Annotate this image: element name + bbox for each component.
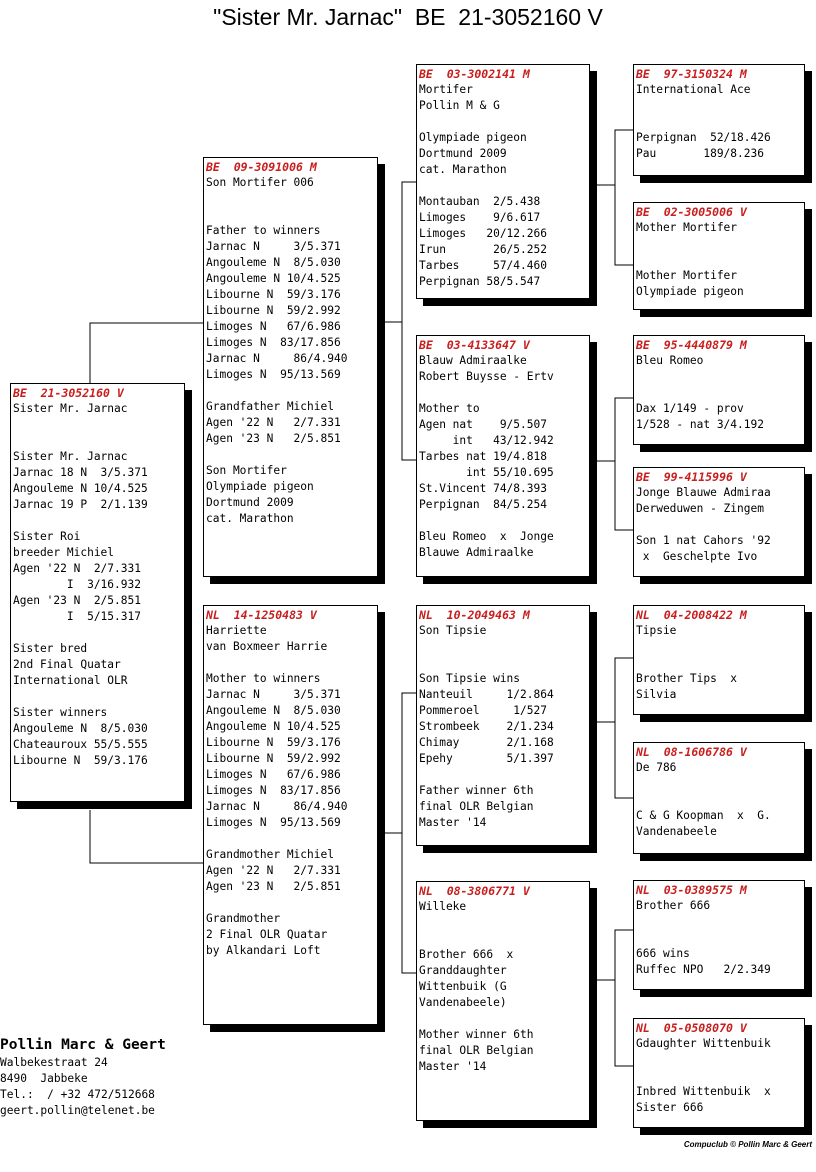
ring-number: NL 03-0389575 M <box>636 883 747 897</box>
pigeon-info-line <box>419 114 587 130</box>
pigeon-info-line: Willeke <box>419 900 467 913</box>
pigeon-info-line: Angouleme N 8/5.030 <box>206 704 341 717</box>
pigeon-info-line: final OLR Belgian <box>419 800 534 813</box>
pigeon-info-line: Son 1 nat Cahors '92 <box>636 534 771 547</box>
pigeon-info-line: by Alkandari Loft <box>206 944 321 957</box>
pigeon-info-line <box>419 178 587 194</box>
pigeon-info-line: Angouleme N 10/4.525 <box>13 482 148 495</box>
pigeon-info-line: Mother winner 6th <box>419 1028 534 1041</box>
pigeon-info-line: Mother to winners <box>206 672 321 685</box>
pigeon-info-line: Angouleme N 8/5.030 <box>206 256 341 269</box>
pigeon-info-line <box>636 1052 802 1068</box>
pigeon-card-dam <box>203 605 378 1025</box>
pigeon-info-line: Libourne N 59/3.176 <box>206 288 341 301</box>
pigeon-info-line <box>206 383 375 399</box>
ring-number: NL 04-2008422 M <box>636 608 747 622</box>
pigeon-info-line: I 3/16.932 <box>13 578 141 591</box>
pigeon-info-line: Master '14 <box>419 816 487 829</box>
pigeon-info-line: International OLR <box>13 674 128 687</box>
pigeon-info-line: Limoges N 67/6.986 <box>206 320 341 333</box>
pigeon-info-line: Mortifer <box>419 83 473 96</box>
page-title: "Sister Mr. Jarnac" BE 21-3052160 V <box>213 4 603 30</box>
ring-number: NL 05-0508070 V <box>636 1021 747 1035</box>
pigeon-info-line <box>636 385 802 401</box>
pigeon-info-line: Olympiade pigeon <box>419 131 527 144</box>
pigeon-info-line: Wittenbuik (G <box>419 980 507 993</box>
pigeon-info-line: Agen '23 N 2/5.851 <box>13 594 141 607</box>
pigeon-info-line: Perpignan 58/5.547 <box>419 275 541 288</box>
pigeon-info-line: Dax 1/149 - prov <box>636 402 744 415</box>
pigeon-info-line: Robert Buysse - Ertv <box>419 370 554 383</box>
ring-number: BE 97-3150324 M <box>636 67 747 81</box>
pigeon-info-line: Epehy 5/1.397 <box>419 752 554 765</box>
pigeon-info-line <box>206 191 375 207</box>
pigeon-info-line <box>13 433 182 449</box>
pigeon-info-line <box>636 792 802 808</box>
pigeon-card-ddd <box>633 1018 805 1128</box>
pigeon-info-line: Limoges N 67/6.986 <box>206 768 341 781</box>
pigeon-info-line: Blauw Admiraalke <box>419 354 527 367</box>
pigeon-card-dds <box>633 880 805 990</box>
pigeon-info-line: int 55/10.695 <box>419 466 554 479</box>
pigeon-info-line <box>636 776 802 792</box>
pigeon-info-line <box>419 385 587 401</box>
pigeon-info-line: Montauban 2/5.438 <box>419 195 541 208</box>
pigeon-info-line: Olympiade pigeon <box>206 480 314 493</box>
pigeon-info-line <box>13 625 182 641</box>
pigeon-card-ssd <box>633 202 805 310</box>
pigeon-info-line: Irun 26/5.252 <box>419 243 547 256</box>
pigeon-info-line: Brother 666 x <box>419 948 514 961</box>
pigeon-card-sire-dam <box>416 335 590 577</box>
pigeon-info-line: Sister winners <box>13 706 108 719</box>
pigeon-info-line <box>13 513 182 529</box>
pigeon-info-line: Limoges 20/12.266 <box>419 227 547 240</box>
pigeon-info-line: Vandenabeele <box>636 825 717 838</box>
pigeon-info-line <box>419 513 587 529</box>
pigeon-info-line: Libourne N 59/3.176 <box>206 736 341 749</box>
pigeon-info-line <box>419 655 587 671</box>
pigeon-info-line: Father to winners <box>206 224 321 237</box>
pigeon-info-line: 666 wins <box>636 947 690 960</box>
pigeon-card-dam-sire <box>416 605 590 846</box>
pigeon-info-line: Derweduwen - Zingem <box>636 502 764 515</box>
pigeon-info-line <box>636 98 802 114</box>
pigeon-info-line <box>636 930 802 946</box>
pigeon-info-line: x Geschelpte Ivo <box>636 550 758 563</box>
pigeon-info-line: cat. Marathon <box>206 512 294 525</box>
pigeon-info-line: van Boxmeer Harrie <box>206 640 328 653</box>
pigeon-info-line <box>206 655 375 671</box>
pigeon-info-line: Tarbes nat 19/4.818 <box>419 450 547 463</box>
pigeon-info-line <box>206 447 375 463</box>
pigeon-info-line: Son Mortifer <box>206 464 287 477</box>
pigeon-info-line: Agen '22 N 2/7.331 <box>206 864 341 877</box>
ring-number: NL 14-1250483 V <box>206 608 317 622</box>
pigeon-info-line: Bleu Romeo x Jonge <box>419 530 554 543</box>
pigeon-info-line: Brother Tips x <box>636 672 738 685</box>
pigeon-info-line: Silvia <box>636 688 677 701</box>
pigeon-info-line: Angouleme N 8/5.030 <box>13 722 148 735</box>
pigeon-info-line <box>419 931 587 947</box>
pigeon-info-line <box>636 236 802 252</box>
pigeon-info-line <box>636 914 802 930</box>
pigeon-info-line: Pau 189/8.236 <box>636 147 764 160</box>
pigeon-info-line: Jonge Blauwe Admiraa <box>636 486 771 499</box>
pigeon-info-line: Tipsie <box>636 624 677 637</box>
pigeon-info-line: Ruffec NPO 2/2.349 <box>636 963 771 976</box>
pigeon-info-line: Nanteuil 1/2.864 <box>419 688 554 701</box>
pigeon-info-line: Mother Mortifer <box>636 221 738 234</box>
pigeon-info-line: Angouleme N 10/4.525 <box>206 272 341 285</box>
pigeon-info-line: Grandfather Michiel <box>206 400 334 413</box>
breeder-address: Walbekestraat 24 <box>0 1056 108 1069</box>
pigeon-info-line: Limoges N 83/17.856 <box>206 336 341 349</box>
ring-number: BE 21-3052160 V <box>13 386 124 400</box>
pigeon-info-line: C & G Koopman x G. <box>636 809 771 822</box>
pigeon-info-line <box>419 915 587 931</box>
ring-number: BE 95-4440879 M <box>636 338 747 352</box>
pigeon-card-subject <box>10 383 185 802</box>
pigeon-info-line: Grandmother <box>206 912 281 925</box>
pigeon-info-line <box>206 895 375 911</box>
pigeon-info-line: Jarnac N 86/4.940 <box>206 800 348 813</box>
pigeon-info-line: Libourne N 59/2.992 <box>206 752 341 765</box>
pigeon-info-line: Dortmund 2009 <box>419 147 507 160</box>
pigeon-info-line: St.Vincent 74/8.393 <box>419 482 547 495</box>
pigeon-info-line: Chateauroux 55/5.555 <box>13 738 148 751</box>
pigeon-info-line: Agen '23 N 2/5.851 <box>206 880 341 893</box>
pigeon-info-line: Mother Mortifer <box>636 269 738 282</box>
pigeon-info-line: Son Tipsie wins <box>419 672 521 685</box>
pigeon-info-line: Sister bred <box>13 642 88 655</box>
pigeon-info-line: Vandenabeele) <box>419 996 507 1009</box>
pigeon-info-line <box>636 655 802 671</box>
pigeon-info-line <box>419 639 587 655</box>
pigeon-info-line <box>636 639 802 655</box>
pigeon-info-line: Jarnac N 86/4.940 <box>206 352 348 365</box>
pigeon-info-line <box>636 252 802 268</box>
pigeon-info-line <box>13 689 182 705</box>
pigeon-info-line: 2nd Final Quatar <box>13 658 121 671</box>
pigeon-info-line: Jarnac 19 P 2/1.139 <box>13 498 148 511</box>
pigeon-info-line <box>419 767 587 783</box>
ring-number: BE 02-3005006 V <box>636 205 747 219</box>
pigeon-info-line: Master '14 <box>419 1060 487 1073</box>
pigeon-info-line: Harriette <box>206 624 267 637</box>
breeder-postcode-city: 8490 Jabbeke <box>0 1072 88 1085</box>
pigeon-info-line: Jarnac N 3/5.371 <box>206 240 341 253</box>
pigeon-info-line: Strombeek 2/1.234 <box>419 720 554 733</box>
pigeon-info-line: Sister Roi <box>13 530 81 543</box>
pigeon-info-line: Libourne N 59/3.176 <box>13 754 148 767</box>
pigeon-info-line <box>636 114 802 130</box>
pigeon-info-line: Gdaughter Wittenbuik <box>636 1037 771 1050</box>
pigeon-info-line: Libourne N 59/2.992 <box>206 304 341 317</box>
pigeon-info-line: Sister Mr. Jarnac <box>13 450 128 463</box>
pigeon-info-line: Blauwe Admiraalke <box>419 546 534 559</box>
pigeon-info-line <box>13 417 182 433</box>
pigeon-info-line: Agen nat 9/5.507 <box>419 418 547 431</box>
ring-number: NL 10-2049463 M <box>419 608 530 622</box>
ring-number: BE 99-4115996 V <box>636 470 747 484</box>
pigeon-info-line: Chimay 2/1.168 <box>419 736 554 749</box>
pigeon-info-line: International Ace <box>636 83 751 96</box>
ring-number: BE 03-4133647 V <box>419 338 530 352</box>
pigeon-info-line: Limoges 9/6.617 <box>419 211 541 224</box>
pigeon-card-dsd <box>633 742 805 854</box>
pigeon-info-line: Granddaughter <box>419 964 507 977</box>
pigeon-info-line: Jarnac N 3/5.371 <box>206 688 341 701</box>
pigeon-info-line: I 5/15.317 <box>13 610 141 623</box>
pigeon-info-line: Limoges N 83/17.856 <box>206 784 341 797</box>
pigeon-card-sds <box>633 335 805 445</box>
pigeon-info-line: Olympiade pigeon <box>636 285 744 298</box>
ring-number: BE 03-3002141 M <box>419 67 530 81</box>
pigeon-info-line: cat. Marathon <box>419 163 507 176</box>
pigeon-info-line: Dortmund 2009 <box>206 496 294 509</box>
pigeon-info-line <box>206 831 375 847</box>
pigeon-info-line: 1/528 - nat 3/4.192 <box>636 418 764 431</box>
pigeon-info-line <box>636 1068 802 1084</box>
pigeon-info-line: Pollin M & G <box>419 99 500 112</box>
pigeon-info-line: Sister Mr. Jarnac <box>13 402 128 415</box>
pigeon-info-line: Grandmother Michiel <box>206 848 334 861</box>
pigeon-info-line <box>636 369 802 385</box>
pigeon-info-line: Son Mortifer 006 <box>206 176 314 189</box>
pigeon-info-line: Perpignan 52/18.426 <box>636 131 771 144</box>
pigeon-info-line: Inbred Wittenbuik x <box>636 1085 771 1098</box>
pigeon-card-dam-dam <box>416 881 590 1121</box>
pigeon-info-line: Son Tipsie <box>419 624 487 637</box>
pigeon-card-sire-sire <box>416 64 590 299</box>
breeder-name: Pollin Marc & Geert <box>0 1037 166 1053</box>
pigeon-info-line: breeder Michiel <box>13 546 115 559</box>
pigeon-info-line: Tarbes 57/4.460 <box>419 259 547 272</box>
pigeon-info-line: Bleu Romeo <box>636 354 704 367</box>
pigeon-info-line: Brother 666 <box>636 899 711 912</box>
ring-number: NL 08-1606786 V <box>636 745 747 759</box>
ring-number: NL 08-3806771 V <box>419 884 530 898</box>
pigeon-card-sdd <box>633 467 805 577</box>
pigeon-card-sire <box>203 157 378 577</box>
breeder-phone: Tel.: / +32 472/512668 <box>0 1088 155 1101</box>
copyright-footer: Compuclub © Pollin Marc & Geert <box>683 1140 812 1149</box>
pigeon-info-line <box>206 207 375 223</box>
ring-number: BE 09-3091006 M <box>206 160 317 174</box>
pigeon-info-line: Limoges N 95/13.569 <box>206 816 341 829</box>
pigeon-info-line: 2 Final OLR Quatar <box>206 928 328 941</box>
pigeon-info-line: Pommeroel 1/527 <box>419 704 547 717</box>
pigeon-info-line: Agen '23 N 2/5.851 <box>206 432 341 445</box>
pigeon-info-line: Jarnac 18 N 3/5.371 <box>13 466 148 479</box>
pigeon-info-line <box>419 1011 587 1027</box>
pigeon-info-line: Mother to <box>419 402 480 415</box>
pigeon-info-line: final OLR Belgian <box>419 1044 534 1057</box>
pigeon-info-line: int 43/12.942 <box>419 434 554 447</box>
breeder-info <box>0 1035 166 1119</box>
pigeon-info-line: Sister 666 <box>636 1101 704 1114</box>
pigeon-info-line: De 786 <box>636 761 677 774</box>
pigeon-info-line: Father winner 6th <box>419 784 534 797</box>
pigeon-info-line: Agen '22 N 2/7.331 <box>206 416 341 429</box>
pigeon-card-dss <box>633 605 805 715</box>
pigeon-card-sss <box>633 64 805 176</box>
pigeon-info-line: Limoges N 95/13.569 <box>206 368 341 381</box>
pigeon-info-line: Perpignan 84/5.254 <box>419 498 547 511</box>
breeder-email: geert.pollin@telenet.be <box>0 1104 155 1117</box>
pigeon-info-line <box>636 517 802 533</box>
pigeon-info-line: Agen '22 N 2/7.331 <box>13 562 141 575</box>
pigeon-info-line: Angouleme N 10/4.525 <box>206 720 341 733</box>
